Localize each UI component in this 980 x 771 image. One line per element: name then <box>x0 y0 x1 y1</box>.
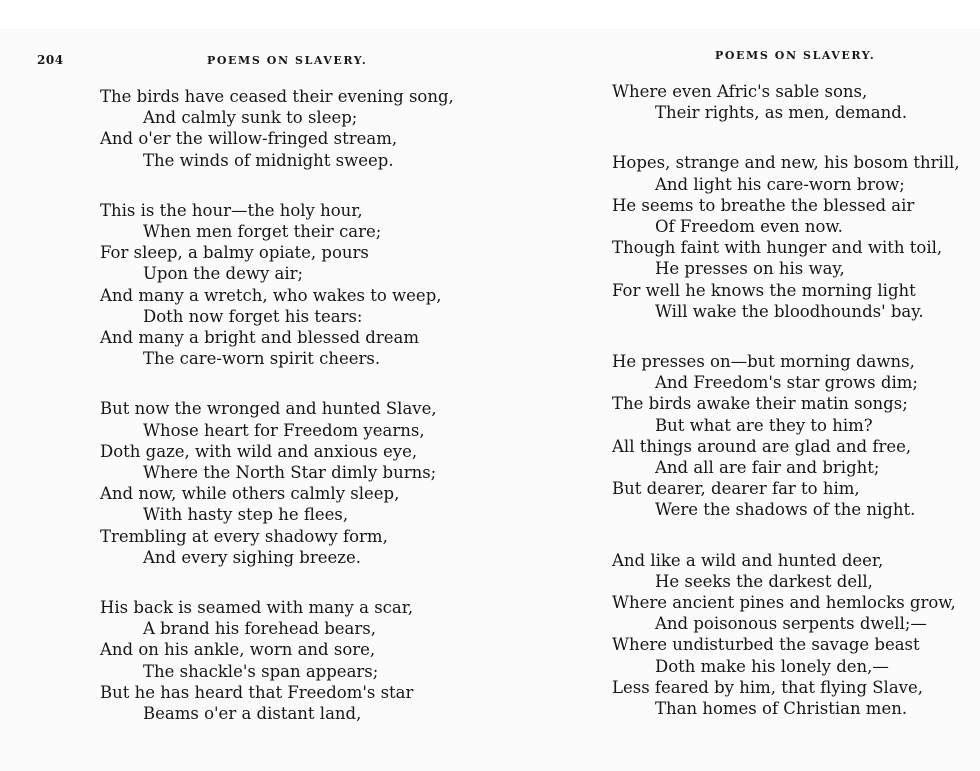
verse-line: The shackle's span appears; <box>143 661 379 681</box>
poem-text-right <box>612 81 960 748</box>
verse-line: But what are they to him? <box>655 415 873 435</box>
verse-line: Though faint with hunger and with toil, <box>612 238 943 258</box>
verse-line: Than homes of Christian men. <box>655 699 908 719</box>
verse-line: Where even Afric's sable sons, <box>612 82 868 101</box>
verse-line: But now the wronged and hunted Slave, <box>100 399 437 419</box>
verse-line: Hopes, strange and new, his bosom thrill, <box>612 153 960 173</box>
running-head-right: POEMS ON SLAVERY. <box>715 49 876 62</box>
verse-line: And all are fair and bright; <box>655 458 880 478</box>
verse-line: A brand his forehead bears, <box>143 619 376 639</box>
verse-line: And many a bright and blessed dream <box>100 328 419 348</box>
stanza <box>612 152 960 322</box>
verse-line: And many a wretch, who wakes to weep, <box>100 285 442 305</box>
verse-line: This is the hour—the holy hour, <box>100 200 363 220</box>
verse-line: Doth make his lonely den,— <box>655 656 889 676</box>
right-page <box>490 0 980 771</box>
verse-line: And every sighing breeze. <box>143 547 361 567</box>
verse-line: Where the North Star dimly burns; <box>143 463 437 483</box>
verse-line: He seeks the darkest dell, <box>655 571 873 591</box>
verse-line: Doth gaze, with wild and anxious eye, <box>100 441 418 461</box>
verse-line: He seems to breathe the blessed air <box>612 195 915 215</box>
verse-line: The winds of midnight sweep. <box>143 150 394 170</box>
stanza <box>612 351 960 521</box>
verse-line: And now, while others calmly sleep, <box>100 484 400 504</box>
verse-line: The care-worn spirit cheers. <box>143 349 381 369</box>
verse-line: He presses on—but morning dawns, <box>612 352 915 372</box>
verse-line: Where undisturbed the savage beast <box>612 635 920 655</box>
stanza <box>100 398 454 568</box>
verse-line: He presses on his way, <box>655 259 845 279</box>
stanza <box>100 200 454 370</box>
verse-line: And calmly sunk to sleep; <box>143 108 358 128</box>
verse-line: Were the shadows of the night. <box>655 500 916 520</box>
stanza <box>100 597 454 724</box>
verse-line: Upon the dewy air; <box>143 264 304 284</box>
verse-line: Whose heart for Freedom yearns, <box>143 420 425 440</box>
verse-line: And on his ankle, worn and sore, <box>100 640 376 660</box>
stanza <box>100 86 454 171</box>
verse-line: Trembling at every shadowy form, <box>100 526 388 546</box>
poem-text-left <box>100 86 454 753</box>
verse-line: And Freedom's star grows dim; <box>655 373 918 393</box>
running-head-left: POEMS ON SLAVERY. <box>207 54 368 67</box>
page-number: 204 <box>37 53 64 67</box>
verse-line: And light his care-worn brow; <box>655 174 905 194</box>
verse-line: When men forget their care; <box>143 222 382 242</box>
verse-line: All things around are glad and free, <box>612 436 912 456</box>
verse-line: The birds awake their matin songs; <box>612 394 908 414</box>
verse-line: And o'er the willow-fringed stream, <box>100 129 398 149</box>
verse-line: Less feared by him, that flying Slave, <box>612 677 923 697</box>
verse-line: For sleep, a balmy opiate, pours <box>100 243 369 263</box>
verse-line: For well he knows the morning light <box>612 280 916 300</box>
verse-line: Will wake the bloodhounds' bay. <box>655 301 924 321</box>
verse-line: But dearer, dearer far to him, <box>612 479 860 499</box>
verse-line: Beams o'er a distant land, <box>143 704 362 724</box>
stanza <box>612 550 960 720</box>
verse-line: The birds have ceased their evening song, <box>100 87 454 106</box>
verse-line: His back is seamed with many a scar, <box>100 598 414 618</box>
verse-line: And like a wild and hunted deer, <box>612 550 884 570</box>
verse-line: Of Freedom even now. <box>655 217 843 237</box>
verse-line: Doth now forget his tears: <box>143 306 363 326</box>
verse-line: Their rights, as men, demand. <box>655 103 908 123</box>
verse-line: Where ancient pines and hemlocks grow, <box>612 593 956 613</box>
verse-line: But he has heard that Freedom's star <box>100 682 414 702</box>
verse-line: And poisonous serpents dwell;— <box>655 614 927 634</box>
verse-line: With hasty step he flees, <box>143 505 349 525</box>
stanza <box>612 81 960 123</box>
